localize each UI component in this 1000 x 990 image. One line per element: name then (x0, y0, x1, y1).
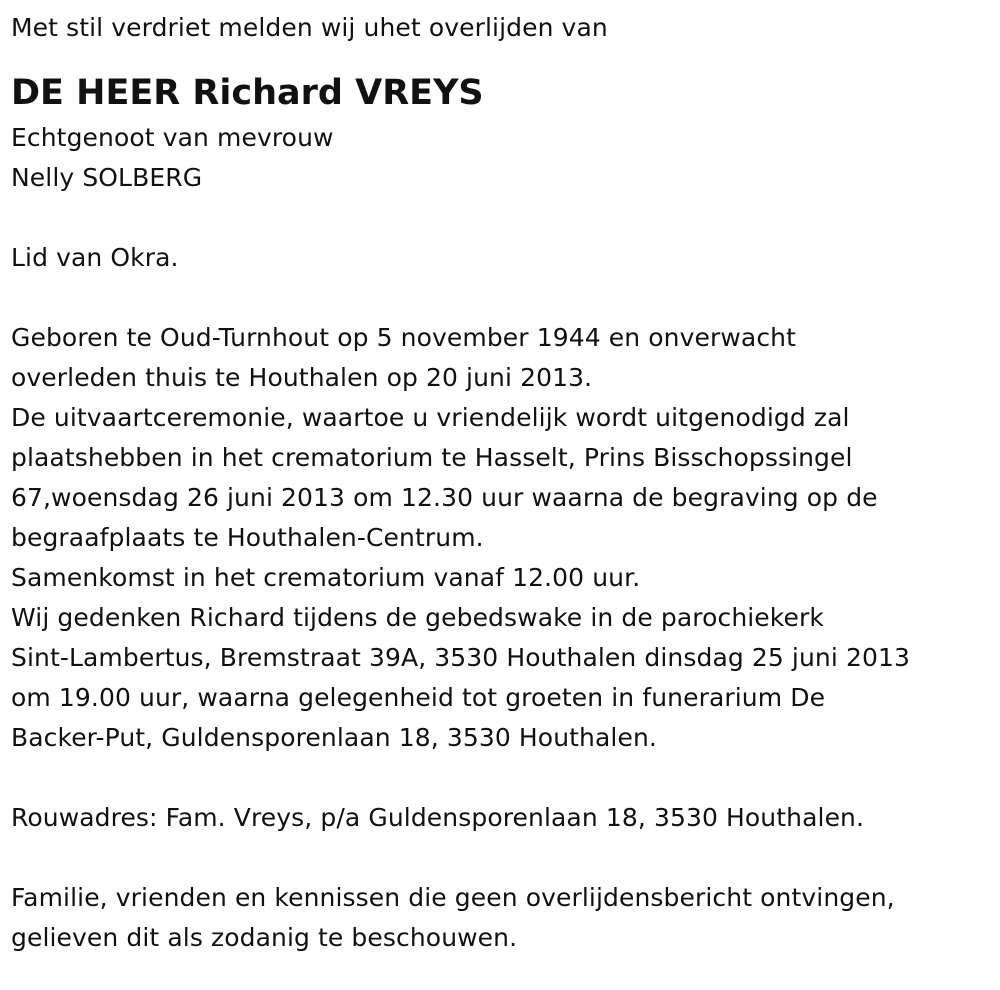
details-line: Geboren te Oud-Turnhout op 5 november 1944 en onverwacht (11, 323, 797, 352)
closing-line: Familie, vrienden en kennissen die geen overlijdensbericht ontvingen, (11, 883, 895, 912)
spacer (11, 758, 991, 798)
obituary-notice (11, 8, 991, 958)
spacer (11, 278, 991, 318)
details-line: 67,woensdag 26 juni 2013 om 12.30 uur waarna de begraving op de (11, 483, 878, 512)
intro-text: Met stil verdriet melden wij uhet overlijden van (11, 13, 608, 42)
details-line: begraafplaats te Houthalen-Centrum. (11, 523, 484, 552)
spouse-line: Echtgenoot van mevrouw (11, 123, 334, 152)
details-line: De uitvaartceremonie, waartoe u vriendelijk wordt uitgenodigd zal (11, 403, 850, 432)
membership-text: Lid van Okra. (11, 243, 179, 272)
details-line: om 19.00 uur, waarna gelegenheid tot groeten in funerarium De (11, 683, 826, 712)
details-line: Backer-Put, Guldensporenlaan 18, 3530 Houthalen. (11, 723, 657, 752)
details-line: Sint-Lambertus, Bremstraat 39A, 3530 Houthalen dinsdag 25 juni 2013 (11, 643, 910, 672)
details-line: overleden thuis te Houthalen op 20 juni 2013. (11, 363, 593, 392)
spacer (11, 838, 991, 878)
details-line: Samenkomst in het crematorium vanaf 12.00 uur. (11, 563, 641, 592)
details-line: Wij gedenken Richard tijdens de gebedswake in de parochiekerk (11, 603, 824, 632)
details-line: plaatshebben in het crematorium te Hasselt, Prins Bisschopssingel (11, 443, 853, 472)
mourning-address: Rouwadres: Fam. Vreys, p/a Guldensporenlaan 18, 3530 Houthalen. (11, 803, 865, 832)
spacer (11, 198, 991, 238)
closing-line: gelieven dit als zodanig te beschouwen. (11, 923, 518, 952)
closing-paragraph (11, 878, 991, 958)
spouse-name: Nelly SOLBERG (11, 163, 203, 192)
details-paragraph (11, 318, 991, 758)
deceased-name: DE HEER Richard VREYS (11, 73, 484, 113)
